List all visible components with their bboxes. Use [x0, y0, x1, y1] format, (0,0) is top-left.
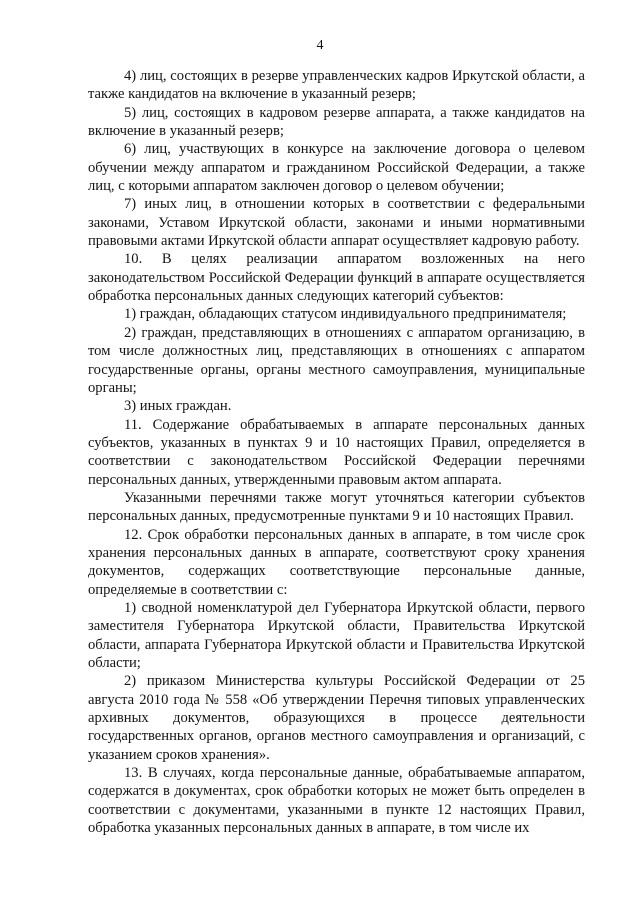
paragraph-section-11: 11. Содержание обрабатываемых в аппарате персональных данных субъектов, указанных в пунктах 9 и 10 настоящих Правил, определяется в соответствии с законодательством Российской Федерации перечнями персональных данных, утвержденными правовым актом аппарата. — [88, 416, 585, 488]
paragraph-section-10: 10. В целях реализации аппаратом возложенных на него законодательством Российской Федерации функций в аппарате осуществляется обработка персональных данных следующих категорий субъектов: — [88, 251, 585, 305]
paragraph-10-item-1: 1) граждан, обладающих статусом индивидуального предпринимателя; — [124, 306, 567, 323]
paragraph-12-item-1: 1) сводной номенклатурой дел Губернатора Иркутской области, первого заместителя Губернатора Иркутской области, Правительства Иркутской области, аппарата Губернатора Иркутской области и Правительства Иркутской области; — [88, 599, 585, 671]
paragraph-12-item-2: 2) приказом Министерства культуры Российской Федерации от 25 августа 2010 года № 558 «Об утверждении Перечня типовых управленческих архивных документов, образующихся в процессе деятельности государственных органов, органов местного самоуправления и организаций, с указанием сроков хранения». — [88, 673, 585, 763]
document-body — [88, 67, 585, 837]
paragraph-section-13: 13. В случаях, когда персональные данные, обрабатываемые аппаратом, содержатся в документах, срок обработки которых не может быть определен в соответствии с документами, указанными в пункте 12 настоящих Правил, обработка указанных персональных данных в аппарате, в том числе их — [88, 765, 585, 837]
page-number: 4 — [316, 38, 324, 53]
paragraph-item-4: 4) лиц, состоящих в резерве управленческих кадров Иркутской области, а также кандидатов на включение в указанный резерв; — [88, 68, 585, 103]
paragraph-section-11-note: Указанными перечнями также могут уточняться категории субъектов персональных данных, предусмотренные пунктами 9 и 10 настоящих Правил. — [88, 489, 585, 525]
paragraph-10-item-2: 2) граждан, представляющих в отношениях с аппаратом организацию, в том числе должностных лиц, представляющих в отношениях с аппаратом государственные органы, органы местного самоуправления, муниципальные органы; — [88, 324, 585, 396]
paragraph-10-item-3: 3) иных граждан. — [124, 398, 232, 415]
paragraph-item-7: 7) иных лиц, в отношении которых в соответствии с федеральными законами, Уставом Иркутской области, законами и иными нормативными правовыми актами Иркутской области аппарат осуществляет кадровую работу. — [88, 196, 585, 250]
paragraph-section-12: 12. Срок обработки персональных данных в аппарате, в том числе срок хранения персональных данных в аппарате, соответствуют сроку хранения документов, содержащих соответствующие персональные данные, определяемые в соответствии с: — [88, 526, 585, 598]
paragraph-item-5: 5) лиц, состоящих в кадровом резерве аппарата, а также кандидатов на включение в указанный резерв; — [88, 104, 585, 140]
paragraph-item-6: 6) лиц, участвующих в конкурсе на заключение договора о целевом обучении между аппаратом и гражданином Российской Федерации, а также лиц, с которыми аппаратом заключен договор о целевом обучении; — [88, 141, 585, 195]
